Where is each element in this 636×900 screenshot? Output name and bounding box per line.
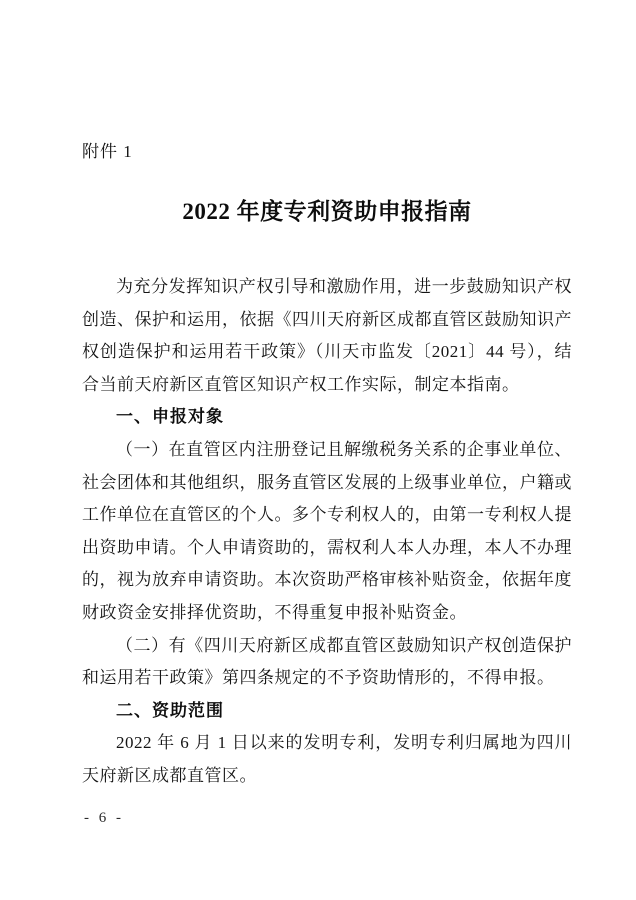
- paragraph-intro: 为充分发挥知识产权引导和激励作用，进一步鼓励知识产权创造、保护和运用，依据《四川天府新区成都直管区鼓励知识产权创造保护和运用若干政策》（川天市监发〔2021〕44 号），结合当前天府新区直管区知识产权工作实际，制定本指南。: [82, 277, 572, 394]
- section-heading-application-targets: 一、申报对象: [116, 407, 224, 427]
- page-number: - 6 -: [84, 810, 124, 826]
- attachment-label: 附件 1: [82, 142, 133, 161]
- section-heading-subsidy-scope: 二、资助范围: [116, 700, 224, 720]
- document-body: [82, 271, 572, 793]
- paragraph-scope: 2022 年 6 月 1 日以来的发明专利，发明专利归属地为四川天府新区成都直管区。: [82, 733, 572, 785]
- document-title: 2022 年度专利资助申报指南: [182, 199, 472, 224]
- document-content: [82, 0, 572, 793]
- paragraph-item-1: （一）在直管区内注册登记且解缴税务关系的企事业单位、社会团体和其他组织，服务直管区发展的上级事业单位，户籍或工作单位在直管区的个人。多个专利权人的，由第一专利权人提出资助申请。个人申请资助的，需权利人本人办理，本人不办理的，视为放弃申请资助。本次资助严格审核补贴资金，依据年度财政资金安排择优资助，不得重复申报补贴资金。: [82, 439, 572, 622]
- paragraph-item-2: （二）有《四川天府新区成都直管区鼓励知识产权创造保护和运用若干政策》第四条规定的不予资助情形的，不得申报。: [82, 635, 572, 688]
